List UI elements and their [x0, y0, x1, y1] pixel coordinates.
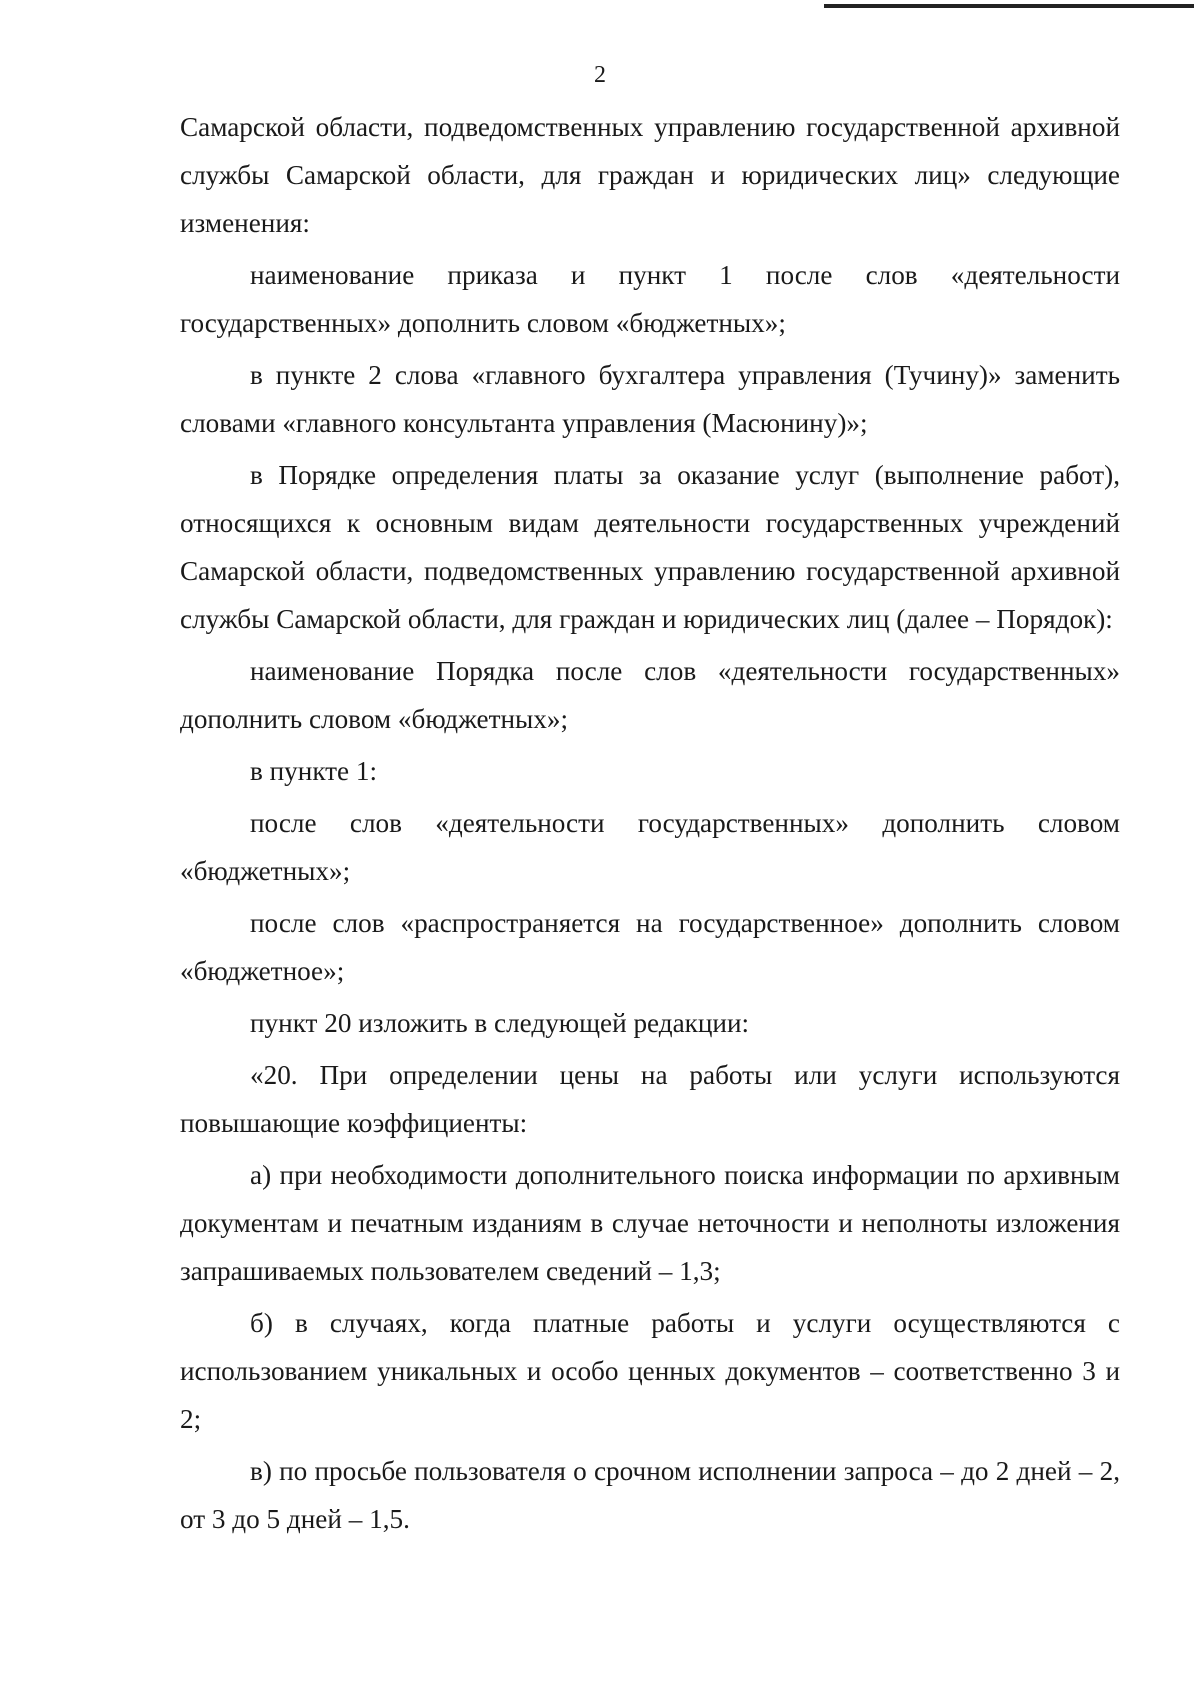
paragraph: «20. При определении цены на работы или услуги используются повышающие коэффициенты: — [180, 1060, 1120, 1138]
page-number: 2 — [594, 62, 606, 88]
paragraph: Самарской области, подведомственных управлению государственной архивной службы Самарской области, для граждан и юридических лиц» следующие изменения: — [180, 112, 1120, 238]
paragraph: в пункте 2 слова «главного бухгалтера управления (Тучину)» заменить словами «главного консультанта управления (Масюнину)»; — [180, 360, 1120, 438]
paragraph: пункт 20 изложить в следующей редакции: — [250, 1008, 750, 1038]
paragraph: в) по просьбе пользователя о срочном исполнении запроса – до 2 дней – 2, от 3 до 5 дней – 1,5. — [180, 1456, 1120, 1534]
paragraph: в Порядке определения платы за оказание услуг (выполнение работ), относящихся к основным видам деятельности государственных учреждений Самарской области, подведомственных управлению государственной архивной службы Самарской области, для граждан и юридических лиц (далее – Порядок): — [180, 460, 1120, 634]
paragraph: а) при необходимости дополнительного поиска информации по архивным документам и печатным изданиям в случае неточности и неполноты изложения запрашиваемых пользователем сведений – 1,3; — [180, 1160, 1120, 1286]
paragraph: в пункте 1: — [250, 756, 378, 786]
document-body — [180, 103, 1120, 1543]
paragraph: после слов «распространяется на государственное» дополнить словом «бюджетное»; — [180, 908, 1120, 986]
top-rule — [824, 4, 1194, 8]
paragraph: наименование приказа и пункт 1 после слов «деятельности государственных» дополнить словом «бюджетных»; — [180, 260, 1120, 338]
paragraph: б) в случаях, когда платные работы и услуги осуществляются с использованием уникальных и особо ценных документов – соответственно 3 и 2; — [180, 1308, 1120, 1434]
paragraph: наименование Порядка после слов «деятельности государственных» дополнить словом «бюджетных»; — [180, 656, 1120, 734]
paragraph: после слов «деятельности государственных» дополнить словом «бюджетных»; — [180, 808, 1120, 886]
